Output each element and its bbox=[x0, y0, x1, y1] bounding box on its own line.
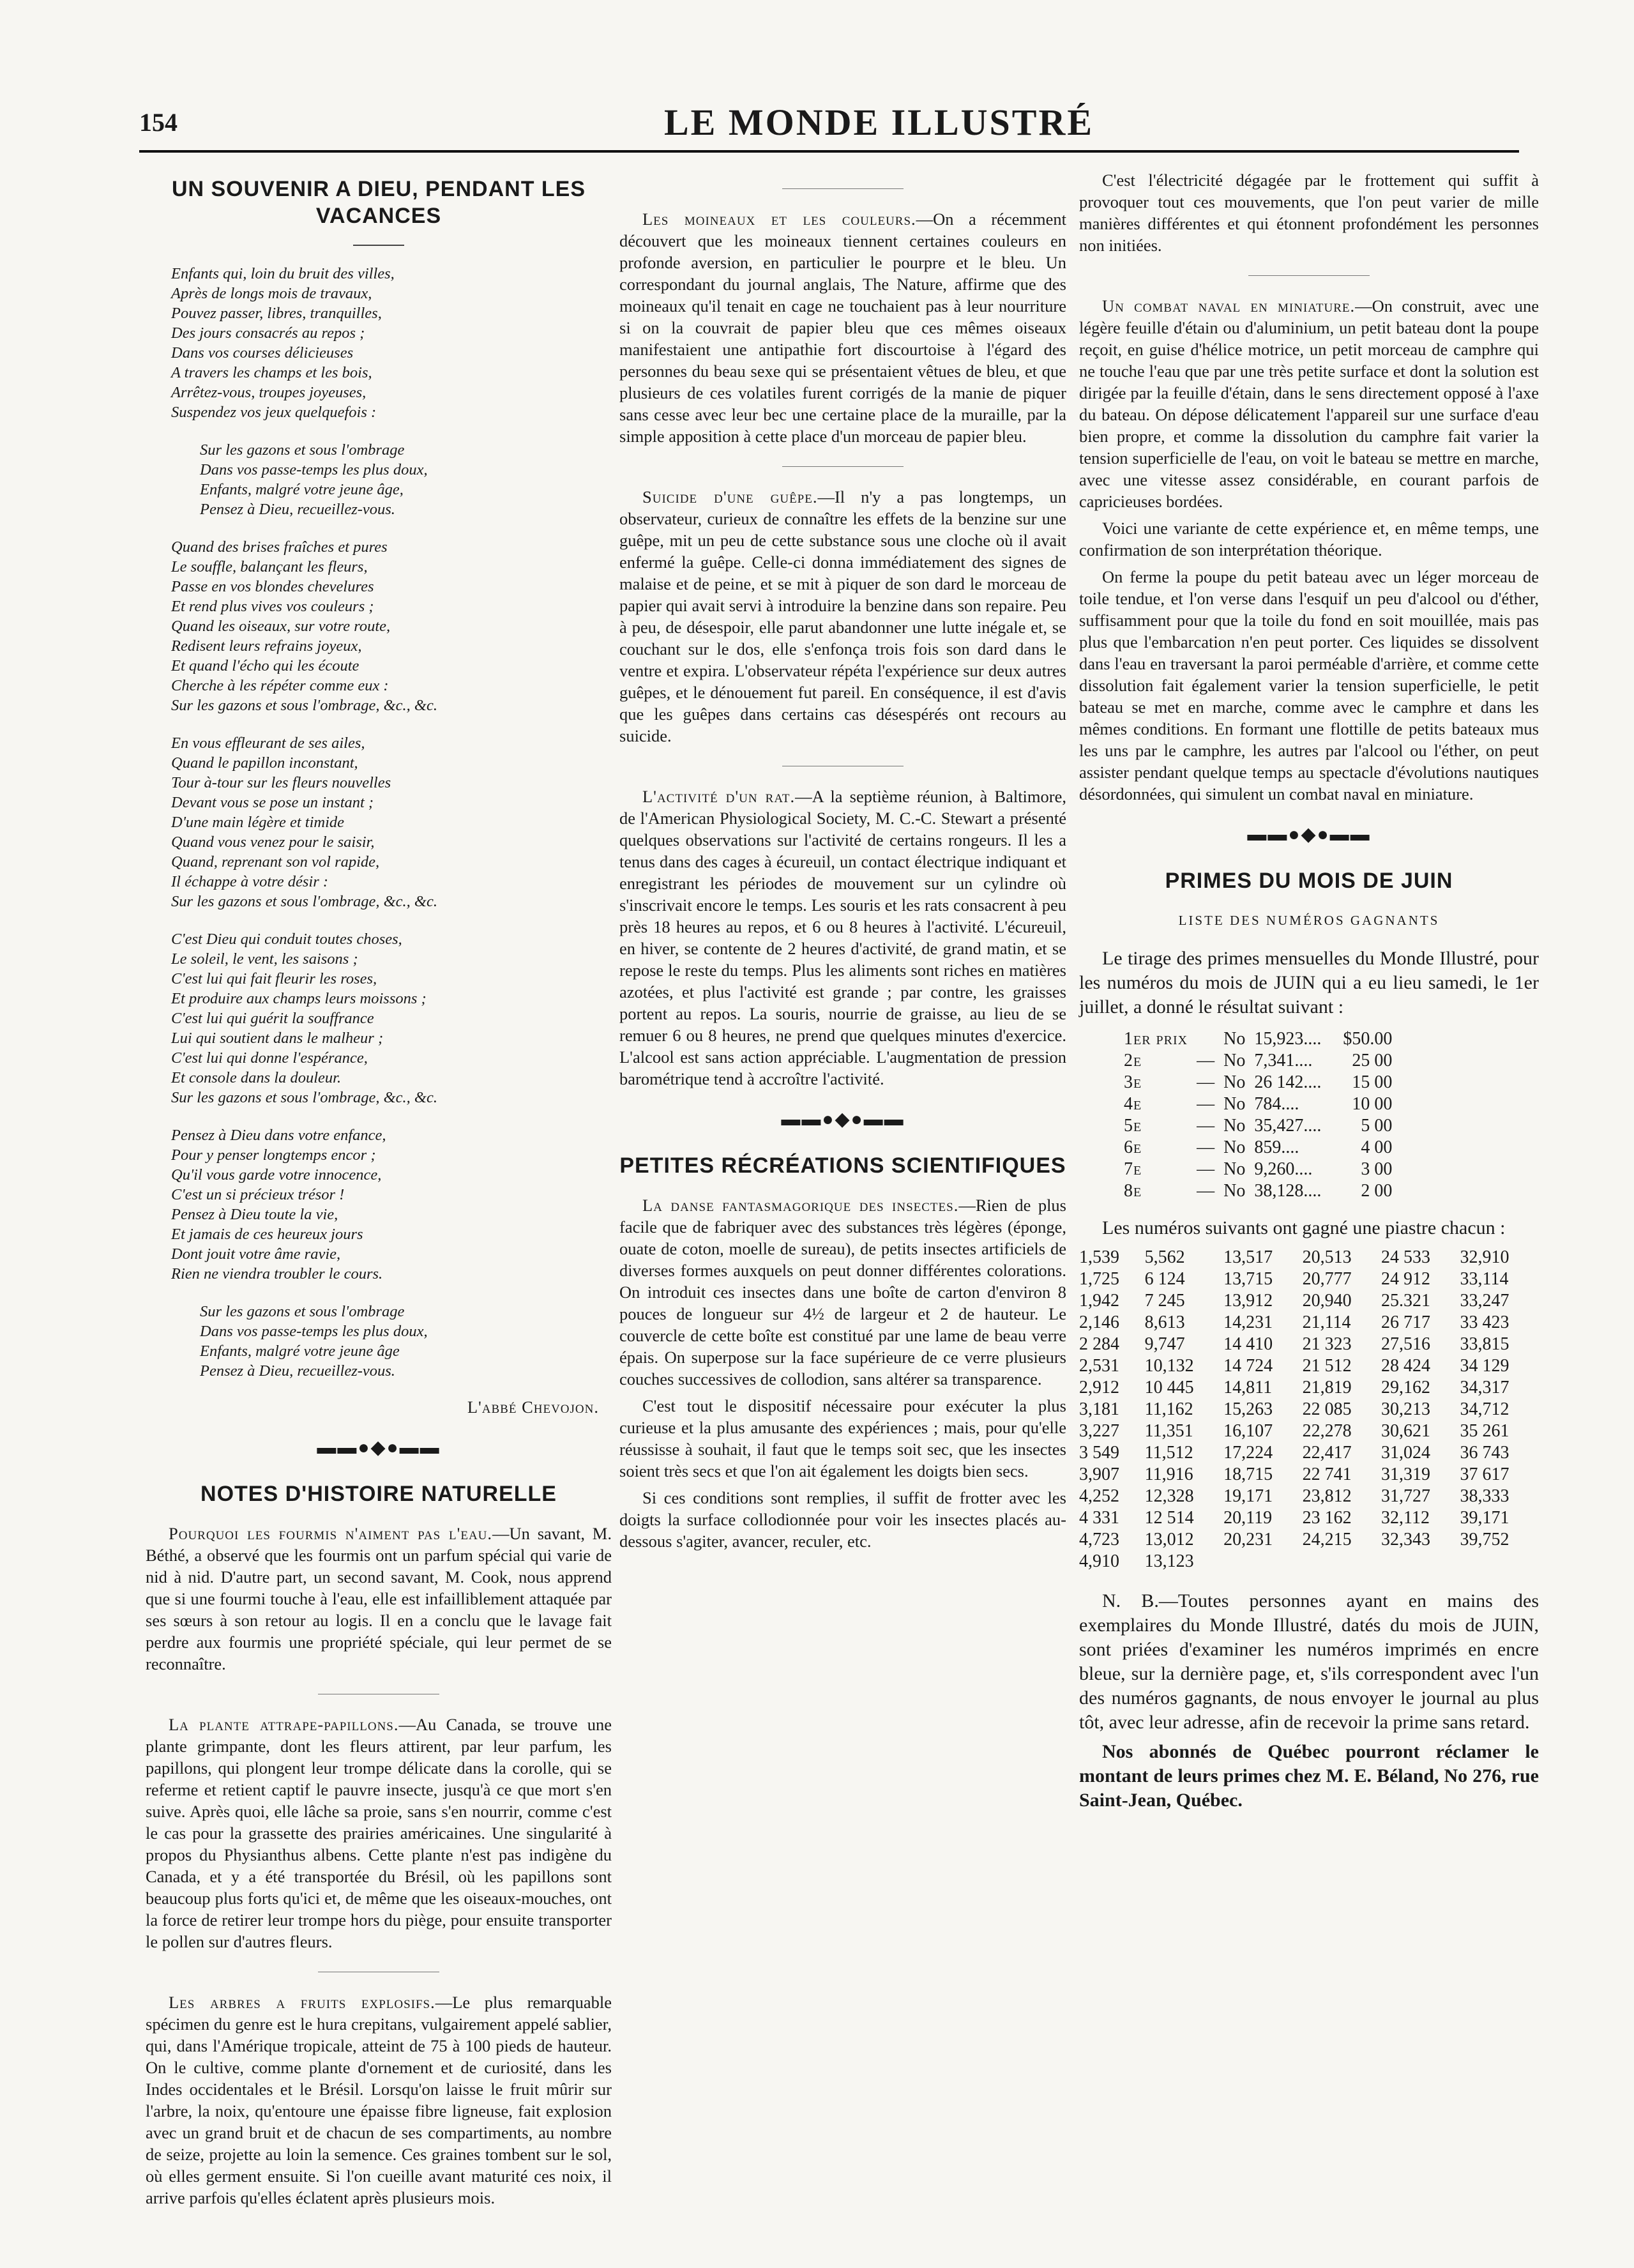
poem-line: Passe en vos blondes chevelures bbox=[171, 578, 374, 595]
prize-dash: — bbox=[1197, 1051, 1215, 1070]
recreations-paragraph bbox=[619, 1395, 1066, 1482]
winning-number: 22 085 bbox=[1302, 1399, 1352, 1419]
winning-number: 17,224 bbox=[1223, 1443, 1273, 1463]
numbers-row bbox=[1079, 1486, 1539, 1507]
column-2 bbox=[619, 169, 1066, 1557]
winning-number: 22 741 bbox=[1302, 1465, 1352, 1484]
poem-line: Rien ne viendra troubler le cours. bbox=[171, 1265, 383, 1282]
numbers-row bbox=[1079, 1507, 1539, 1529]
poem-line: Suspendez vos jeux quelquefois : bbox=[171, 404, 377, 421]
winning-number: 16,107 bbox=[1223, 1421, 1273, 1441]
prize-amount: $50.00 bbox=[1343, 1029, 1393, 1049]
winning-number: 34 129 bbox=[1460, 1356, 1509, 1376]
winning-number: 21 512 bbox=[1302, 1356, 1352, 1376]
poem-stanza bbox=[171, 537, 612, 715]
recreations-lead: La danse fantasmagorique des insectes. bbox=[642, 1196, 959, 1215]
winning-number: 10 445 bbox=[1144, 1378, 1194, 1397]
poem-line: Tour à-tour sur les fleurs nouvelles bbox=[171, 774, 391, 791]
winning-number: 7 245 bbox=[1144, 1291, 1185, 1311]
poem-line: Des jours consacrés au repos ; bbox=[171, 324, 365, 342]
poem-line: Et jamais de ces heureux jours bbox=[171, 1226, 363, 1243]
prize-number: 38,128.... bbox=[1254, 1181, 1322, 1201]
winning-number: 13,012 bbox=[1144, 1530, 1194, 1549]
recreations-title: PETITES RÉCRÉATIONS SCIENTIFIQUES bbox=[619, 1153, 1066, 1178]
prize-number: 784.... bbox=[1254, 1094, 1299, 1114]
winning-number: 6 124 bbox=[1144, 1269, 1185, 1289]
prize-no: No bbox=[1223, 1029, 1246, 1049]
numbers-row bbox=[1079, 1551, 1539, 1572]
primes-intro: Le tirage des primes mensuelles du Monde Illustré, pour les numéros du mois de JUIN qui a eu lieu samedi, le 1er juillet, a donné le résultat suivant : bbox=[1079, 948, 1539, 1017]
poem-line: Redisent leurs refrains joyeux, bbox=[171, 637, 362, 655]
piastre-text: Les numéros suivants ont gagné une piastre chacun : bbox=[1102, 1217, 1506, 1238]
page-number: 154 bbox=[139, 108, 178, 137]
prize-number: 7,341.... bbox=[1254, 1051, 1313, 1070]
prize-rank: 7e bbox=[1124, 1159, 1142, 1179]
notes-lead: Suicide d'une guêpe. bbox=[642, 487, 818, 506]
prize-number: 26 142.... bbox=[1254, 1072, 1322, 1092]
poem-line: Sur les gazons et sous l'ombrage bbox=[200, 1303, 405, 1320]
masthead: LE MONDE ILLUSTRÉ bbox=[664, 102, 1094, 143]
prize-no: No bbox=[1223, 1181, 1246, 1201]
winning-number: 20,231 bbox=[1223, 1530, 1273, 1549]
section-separator bbox=[782, 188, 904, 189]
notes-paragraph bbox=[619, 786, 1066, 1090]
poem-line: En vous effleurant de ses ailes, bbox=[171, 734, 365, 752]
header-rule bbox=[139, 150, 1519, 153]
poem-stanza bbox=[200, 440, 612, 519]
winning-number: 30,621 bbox=[1381, 1421, 1431, 1441]
notes-lead: Pourquoi les fourmis n'aiment pas l'eau. bbox=[169, 1524, 493, 1543]
winning-number: 18,715 bbox=[1223, 1465, 1273, 1484]
winning-number: 12 514 bbox=[1144, 1508, 1194, 1528]
poem-line: Quand, reprenant son vol rapide, bbox=[171, 853, 380, 871]
winning-number: 4,252 bbox=[1079, 1486, 1119, 1506]
poem-line: Sur les gazons et sous l'ombrage, &c., &c. bbox=[171, 1089, 437, 1106]
winning-number: 30,213 bbox=[1381, 1399, 1431, 1419]
winning-number: 1,942 bbox=[1079, 1291, 1119, 1311]
notes-lead: La plante attrape-papillons. bbox=[169, 1715, 399, 1734]
poem-line: Dans vos courses délicieuses bbox=[171, 344, 354, 362]
winning-number: 27,516 bbox=[1381, 1334, 1431, 1354]
poem-line: Il échappe à votre désir : bbox=[171, 873, 329, 890]
poem-line: Et rend plus vives vos couleurs ; bbox=[171, 598, 374, 615]
recreations-paragraph bbox=[1079, 169, 1539, 256]
poem-stanza bbox=[171, 929, 612, 1107]
winning-number: 39,171 bbox=[1460, 1508, 1509, 1528]
winning-number: 33 423 bbox=[1460, 1313, 1509, 1332]
winning-number: 33,247 bbox=[1460, 1291, 1509, 1311]
prize-no: No bbox=[1223, 1138, 1246, 1157]
numbers-row bbox=[1079, 1247, 1539, 1268]
winning-number: 2,146 bbox=[1079, 1313, 1119, 1332]
prize-dash: — bbox=[1197, 1094, 1215, 1114]
poem-line: Sur les gazons et sous l'ombrage bbox=[200, 441, 405, 459]
winning-number: 13,123 bbox=[1144, 1551, 1194, 1571]
primes-subtitle: LISTE DES NUMÉROS GAGNANTS bbox=[1178, 913, 1440, 928]
poem-line: Quand les oiseaux, sur votre route, bbox=[171, 618, 391, 635]
winning-number: 22,278 bbox=[1302, 1421, 1352, 1441]
prize-amount: 4 00 bbox=[1361, 1138, 1393, 1157]
winning-number: 38,333 bbox=[1460, 1486, 1509, 1506]
poem-body bbox=[146, 264, 612, 1381]
winning-number: 14,231 bbox=[1223, 1313, 1273, 1332]
poem-line: Pour y penser longtemps encor ; bbox=[171, 1146, 376, 1164]
notes-body-part-1 bbox=[146, 1523, 612, 2209]
winning-number bbox=[1303, 1551, 1381, 1572]
notes-text: —Au Canada, se trouve une plante grimpante, dont les fleurs attirent, par leur parfum, les papillons, qui plongent leur trompe délicate dans la corolle, qui se referme et retient captif le pauvre insecte, jusqu'à ce que mort s'en suive. Après quoi, elle lâche sa proie, sans s'en nourrir, comme c'est le cas pour la grassette des prairies américaines. Une singularité à propos du Physianthus albens. Cette plante n'est pas indigène du Canada, et y a été transportée du Brésil, où les papillons sont beaucoup plus forts qu'ici et, de même que les oiseaux-mouches, ont la force de retirer leur trompe hors du piège, pour ensuite transporter le pollen sur d'autres fleurs. bbox=[146, 1715, 612, 1951]
winning-number: 14 410 bbox=[1223, 1334, 1273, 1354]
winning-number: 24 912 bbox=[1381, 1269, 1431, 1289]
winning-number: 24 533 bbox=[1381, 1247, 1431, 1267]
winning-number: 2,531 bbox=[1079, 1356, 1119, 1376]
winning-number: 11,162 bbox=[1144, 1399, 1193, 1419]
notes-paragraph bbox=[619, 208, 1066, 447]
prize-row bbox=[1124, 1093, 1401, 1115]
winning-numbers-table bbox=[1079, 1247, 1539, 1572]
poem-line: D'une main légère et timide bbox=[171, 814, 345, 831]
notes-lead: L'activité d'un rat. bbox=[642, 787, 796, 806]
numbers-row bbox=[1079, 1399, 1539, 1420]
prize-dash bbox=[1197, 1028, 1223, 1050]
poem-line: Arrêtez-vous, troupes joyeuses, bbox=[171, 384, 367, 401]
winning-number: 4,910 bbox=[1079, 1551, 1119, 1571]
numbers-row bbox=[1079, 1464, 1539, 1486]
ornament: ▬▬●◆●▬▬ bbox=[1247, 824, 1371, 845]
poem-line: C'est Dieu qui conduit toutes choses, bbox=[171, 931, 402, 948]
winning-number: 13,715 bbox=[1223, 1269, 1273, 1289]
prize-rank: 8e bbox=[1124, 1181, 1142, 1201]
prize-no: No bbox=[1223, 1051, 1246, 1070]
winning-number: 35 261 bbox=[1460, 1421, 1509, 1441]
poem-line: C'est lui qui fait fleurir les roses, bbox=[171, 970, 377, 987]
poem-line: Après de longs mois de travaux, bbox=[171, 285, 372, 302]
poem-line: C'est un si précieux trésor ! bbox=[171, 1186, 345, 1203]
winning-number: 3,907 bbox=[1079, 1465, 1119, 1484]
numbers-row bbox=[1079, 1355, 1539, 1377]
recreations-text: Voici une variante de cette expérience et, en même temps, une confirmation de son interprétation théorique. bbox=[1079, 519, 1539, 559]
prize-row bbox=[1124, 1137, 1401, 1159]
prize-dash: — bbox=[1197, 1159, 1215, 1179]
notes-paragraph bbox=[146, 1991, 612, 2209]
prize-amount: 15 00 bbox=[1352, 1072, 1393, 1092]
winning-number: 23 162 bbox=[1302, 1508, 1352, 1528]
poem-stanza bbox=[171, 733, 612, 911]
poem-line: Quand vous venez pour le saisir, bbox=[171, 833, 375, 851]
numbers-row bbox=[1079, 1377, 1539, 1399]
winning-number: 32,112 bbox=[1381, 1508, 1430, 1528]
prize-no: No bbox=[1223, 1094, 1246, 1114]
winning-number: 25.321 bbox=[1381, 1291, 1431, 1311]
recreations-paragraph bbox=[1079, 295, 1539, 512]
winning-number: 36 743 bbox=[1460, 1443, 1509, 1463]
prize-amount: 5 00 bbox=[1361, 1116, 1393, 1136]
recreations-text: —Rien de plus facile que de fabriquer avec des substances très légères (éponge, ouate de coton, moelle de sureau), de petits insectes artificiels de diverses formes auxquels on peut donner différentes colorations. On introduit ces insectes dans une boîte de carton d'environ 8 pouces de longueur sur 4½ de largeur et 2 de hauteur. Le couvercle de cette boîte est constitué par une lame de beau verre épais. On superpose sur la face supérieure de ce verre plusieurs couches successives de collodion, sans altérer sa transparence. bbox=[619, 1196, 1066, 1389]
recreations-text: —On construit, avec une légère feuille d'étain ou d'aluminium, un petit bateau dont la poupe reçoit, en guise d'hélice motrice, un petit morceau de camphre qui ne touche l'eau que par une très petite surface et dont la solution est dirigée par la feuille d'étain, dans le sens directement opposé à l'axe du bateau. On dépose délicatement l'appareil sur une surface d'eau bien propre, et comme la dissolution du camphre fait varier la tension superficielle de l'eau, on voit le bateau se mettre en marche, avec une vitesse assez considérable, en courant parfois de capricieuses bordées. bbox=[1079, 296, 1539, 511]
section-separator bbox=[1248, 275, 1370, 276]
winning-number: 13,912 bbox=[1223, 1291, 1273, 1311]
poem-line: Qu'il vous garde votre innocence, bbox=[171, 1166, 382, 1183]
numbers-row bbox=[1079, 1420, 1539, 1442]
primes-title: PRIMES DU MOIS DE JUIN bbox=[1165, 869, 1453, 893]
poem-line: Pensez à Dieu, recueillez-vous. bbox=[200, 1362, 395, 1380]
notes-lead: Les arbres a fruits explosifs. bbox=[169, 1993, 435, 2012]
prize-rank: 1er prix bbox=[1124, 1029, 1188, 1049]
recreations-text: C'est tout le dispositif nécessaire pour exécuter la plus curieuse et la plus amusante des expériences ; mais, pour qu'elle réussisse à souhait, il faut que le temps soit sec, que les insectes soient très secs et que l'on ait également les doigts bien secs. bbox=[619, 1396, 1066, 1480]
notes-text: —Il n'y a pas longtemps, un observateur, curieux de connaître les effets de la benzine sur une guêpe, mit un peu de cette substance sous une cloche où il avait enfermé la guêpe. Celle-ci donna immédiatement des signes de malaise et de peine, et se mit à piquer de son dard le morceau de papier qui avait servi à introduire la benzine dans son repaire. Peu à peu, de désespoir, elle parut abandonner une lutte inégale et, se couchant sur le dos, elle s'enfonça trois fois son dard dans le ventre et expira. L'observateur répéta l'expérience sur deux autres guêpes, et le dénouement fut pareil. En conséquence, il est d'avis que les guêpes dans certains cas désespérés ont recours au suicide. bbox=[619, 487, 1066, 745]
column-3 bbox=[1079, 169, 1539, 1818]
winning-number: 10,132 bbox=[1144, 1356, 1194, 1376]
prize-amount: 25 00 bbox=[1352, 1051, 1393, 1070]
prize-row bbox=[1124, 1050, 1401, 1072]
winning-number: 14 724 bbox=[1223, 1356, 1273, 1376]
prize-amount: 2 00 bbox=[1361, 1181, 1393, 1201]
poem-line: Et produire aux champs leurs moissons ; bbox=[171, 990, 427, 1007]
recreations-paragraph bbox=[1079, 517, 1539, 561]
poem-line: Et console dans la douleur. bbox=[171, 1069, 342, 1086]
winning-number: 2,912 bbox=[1079, 1378, 1119, 1397]
winning-number: 24,215 bbox=[1302, 1530, 1352, 1549]
column-1 bbox=[146, 169, 612, 2214]
winning-number: 31,727 bbox=[1381, 1486, 1431, 1506]
poem-stanza bbox=[171, 1125, 612, 1284]
winning-number: 20,513 bbox=[1302, 1247, 1352, 1267]
prize-rank: 6e bbox=[1124, 1138, 1142, 1157]
winning-number: 9,747 bbox=[1144, 1334, 1185, 1354]
winning-number: 3,227 bbox=[1079, 1421, 1119, 1441]
winning-number: 33,114 bbox=[1460, 1269, 1509, 1289]
notes-paragraph bbox=[146, 1523, 612, 1675]
poem-line: Lui qui soutient dans le malheur ; bbox=[171, 1030, 384, 1047]
recreations-paragraph bbox=[619, 1487, 1066, 1552]
prize-row bbox=[1124, 1072, 1401, 1093]
winning-number: 1,725 bbox=[1079, 1269, 1119, 1289]
poem-line: C'est lui qui guérit la souffrance bbox=[171, 1010, 374, 1027]
prize-row bbox=[1124, 1159, 1401, 1180]
winning-number: 31,319 bbox=[1381, 1465, 1431, 1484]
poem-line: A travers les champs et les bois, bbox=[171, 364, 372, 381]
numbers-row bbox=[1079, 1312, 1539, 1334]
poem-line: Pensez à Dieu dans votre enfance, bbox=[171, 1127, 386, 1144]
prize-dash: — bbox=[1197, 1072, 1215, 1092]
winning-number: 20,777 bbox=[1302, 1269, 1352, 1289]
poem-line: C'est lui qui donne l'espérance, bbox=[171, 1049, 368, 1067]
poem-stanza bbox=[200, 1302, 612, 1381]
winning-number: 23,812 bbox=[1302, 1486, 1352, 1506]
notes-paragraph bbox=[146, 1714, 612, 1952]
prize-rank: 3e bbox=[1124, 1072, 1142, 1092]
recreations-body-part-2 bbox=[1079, 169, 1539, 805]
prize-no: No bbox=[1223, 1159, 1246, 1179]
title-rule bbox=[353, 245, 404, 246]
winning-number: 20,940 bbox=[1302, 1291, 1352, 1311]
prize-number: 9,260.... bbox=[1254, 1159, 1313, 1179]
numbers-row bbox=[1079, 1334, 1539, 1355]
winning-number: 39,752 bbox=[1460, 1530, 1509, 1549]
poem-line: Sur les gazons et sous l'ombrage, &c., &c. bbox=[171, 697, 437, 714]
poem-line: Cherche à les répéter comme eux : bbox=[171, 677, 389, 694]
poem-line: Et quand l'écho qui les écoute bbox=[171, 657, 359, 674]
winning-number: 1,539 bbox=[1079, 1247, 1119, 1267]
notes-text: —Un savant, M. Béthé, a observé que les fourmis ont un parfum spécial qui varie de nid à nid. D'autre part, un second savant, M. Cook, nous apprend que si une fourmi touche à l'eau, elle est infailliblement attaquée par ses sœurs à son retour au logis. Il en a conclu que le lavage fait perdre aux fourmis une propriété spéciale, qui leur permet de se reconnaître. bbox=[146, 1524, 612, 1673]
prize-table bbox=[1124, 1028, 1401, 1202]
winning-number: 11,351 bbox=[1144, 1421, 1193, 1441]
winning-number: 4,723 bbox=[1079, 1530, 1119, 1549]
section-separator bbox=[782, 466, 904, 467]
prize-no: No bbox=[1223, 1116, 1246, 1136]
numbers-row bbox=[1079, 1529, 1539, 1551]
poem-stanza bbox=[171, 264, 612, 422]
recreations-text: Si ces conditions sont remplies, il suffit de frotter avec les doigts la surface collodionnée pour voir les insectes placés au-dessous s'agiter, avancer, reculer, etc. bbox=[619, 1488, 1066, 1551]
winning-number: 28 424 bbox=[1381, 1356, 1431, 1376]
poem-line: Enfants, malgré votre jeune âge bbox=[200, 1343, 400, 1360]
prize-dash: — bbox=[1197, 1116, 1215, 1136]
poem-line: Le soleil, le vent, les saisons ; bbox=[171, 950, 358, 968]
notes-text: —Le plus remarquable spécimen du genre est le hura crepitans, vulgairement appelé sablier, qui, dans l'Amérique tropicale, atteint de 75 à 100 pieds de hauteur. On le cultive, comme plante d'ornement et de curiosité, dans les Indes occidentales et le Brésil. Lorsqu'on laisse le fruit mûrir sur l'arbre, la noix, qu'entoure une épaisse fibre ligneuse, fait explosion avec un grand bruit et de chacun de ses compartiments, au nombre de seize, projette au loin la semence. Ces graines tombent sur le sol, où elles germent ensuite. Si l'on cueille avant maturité ces noix, il arrive parfois qu'elles éclatent après plusieurs mois. bbox=[146, 1993, 612, 2207]
poem-line: Le souffle, balançant les fleurs, bbox=[171, 558, 368, 575]
ornament: ▬▬●◆●▬▬ bbox=[317, 1437, 441, 1458]
prize-row bbox=[1124, 1115, 1401, 1137]
winning-number bbox=[1460, 1551, 1539, 1572]
poem-title: UN SOUVENIR A DIEU, PENDANT LES VACANCES bbox=[171, 177, 586, 228]
winning-number: 29,162 bbox=[1381, 1378, 1431, 1397]
prize-number: 859.... bbox=[1254, 1138, 1299, 1157]
poem-line: Enfants, malgré votre jeune âge, bbox=[200, 481, 404, 498]
winning-number: 4 331 bbox=[1079, 1508, 1119, 1528]
poem-line: Dont jouit votre âme ravie, bbox=[171, 1245, 341, 1263]
prize-no: No bbox=[1223, 1072, 1246, 1092]
winning-number: 34,712 bbox=[1460, 1399, 1509, 1419]
poem-line: Devant vous se pose un instant ; bbox=[171, 794, 374, 811]
prize-number: 15,923.... bbox=[1254, 1029, 1322, 1049]
winning-number bbox=[1381, 1551, 1460, 1572]
winning-number: 21,114 bbox=[1302, 1313, 1351, 1332]
poem-line: Enfants qui, loin du bruit des villes, bbox=[171, 265, 395, 282]
nb-note: N. B.—Toutes personnes ayant en mains des exemplaires du Monde Illustré, datés du mois de JUIN, sont priées d'examiner les numéros imprimés en encre bleue, sur la dernière page, et, s'ils correspondent avec l'un des numéros gagnants, de nous envoyer le journal au plus tôt, avec leur adresse, afin de recevoir la prime sans retard. bbox=[1079, 1590, 1539, 1733]
recreations-body-part-1 bbox=[619, 1194, 1066, 1552]
poem-line: Quand des brises fraîches et pures bbox=[171, 538, 388, 556]
poem-line: Pouvez passer, libres, tranquilles, bbox=[171, 305, 382, 322]
winning-number: 34,317 bbox=[1460, 1378, 1509, 1397]
winning-number: 8,613 bbox=[1144, 1313, 1185, 1332]
prize-amount: 10 00 bbox=[1352, 1094, 1393, 1114]
recreations-text: C'est l'électricité dégagée par le frottement qui suffit à provoquer tout ces mouvements, que l'on peut varier de mille manières différentes et qui étonnent profondément les personnes non initiées. bbox=[1079, 171, 1539, 255]
winning-number: 13,517 bbox=[1223, 1247, 1273, 1267]
notes-paragraph bbox=[619, 486, 1066, 747]
poem-line: Pensez à Dieu toute la vie, bbox=[171, 1206, 338, 1223]
winning-number: 26 717 bbox=[1381, 1313, 1431, 1332]
winning-number: 19,171 bbox=[1223, 1486, 1273, 1506]
recreations-text: On ferme la poupe du petit bateau avec un léger morceau de toile tendue, et l'on verse dans l'esquif un peu d'alcool ou d'éther, suffisamment pour que la toile du fond en soit mouillée, mais pas plus que l'embarcation n'en peut porter. Ces liquides se dissolvent dans l'eau en traversant la paroi perméable d'arrière, et comme cette dissolution fait également varier la tension superficielle, le petit bateau se met en marche, comme avec le camphre et dans les mêmes conditions. En formant une flottille de petits bateaux mus les uns par le camphre, les autres par l'alcool ou l'éther, on peut assister pendant quelque temps au spectacle d'évolutions nautiques désordonnées, qui simulent un combat naval en miniature. bbox=[1079, 567, 1539, 803]
winning-number: 33,815 bbox=[1460, 1334, 1509, 1354]
numbers-row bbox=[1079, 1268, 1539, 1290]
prize-row bbox=[1124, 1180, 1401, 1202]
winning-number: 31,024 bbox=[1381, 1443, 1431, 1463]
prize-dash: — bbox=[1197, 1138, 1215, 1157]
poem-line: Quand le papillon inconstant, bbox=[171, 754, 358, 772]
winning-number: 2 284 bbox=[1079, 1334, 1119, 1354]
poem-line: Pensez à Dieu, recueillez-vous. bbox=[200, 501, 395, 518]
prize-amount: 3 00 bbox=[1361, 1159, 1393, 1179]
winning-number bbox=[1223, 1551, 1302, 1572]
prize-row bbox=[1124, 1028, 1401, 1050]
prize-number: 35,427.... bbox=[1254, 1116, 1322, 1136]
notes-lead: Les moineaux et les couleurs. bbox=[642, 209, 916, 229]
poem-line: Dans vos passe-temps les plus doux, bbox=[200, 1323, 428, 1340]
ornament: ▬▬●◆●▬▬ bbox=[781, 1109, 905, 1130]
notes-title: NOTES D'HISTOIRE NATURELLE bbox=[200, 1482, 557, 1506]
winning-number: 5,562 bbox=[1144, 1247, 1185, 1267]
poem-line: Dans vos passe-temps les plus doux, bbox=[200, 461, 428, 478]
winning-number: 32,343 bbox=[1381, 1530, 1431, 1549]
winning-number: 11,512 bbox=[1144, 1443, 1193, 1463]
winning-number: 14,811 bbox=[1223, 1378, 1273, 1397]
prize-dash: — bbox=[1197, 1181, 1215, 1201]
poem-signature: L'abbé Chevojon. bbox=[467, 1397, 599, 1417]
notes-text: —A la septième réunion, à Baltimore, de l'American Physiological Society, M. C.-C. Stewart a présenté quelques observations sur l'activité de certains rongeurs. Il les a tenus dans des cages à écureuil, un contact électrique indiquant et enregistrant les périodes de mouvement sur un cylindre où s'inscrivait encore le temps. Les souris et les rats consacrent à peu près 18 heures au repos, et 6 ou 8 heures à l'activité. L'écureuil, en hiver, se contente de 2 heures d'activité, de grand matin, et se repose le reste du temps. Plus les aliments sont riches en matières azotées, et plus l'activité est grande ; par contre, les graisses portent au repos. La souris, nourrie de graisse, au lieu de se remuer 6 ou 8 heures, ne prend que quelques minutes d'exercice. L'alcool est sans action appréciable. L'augmentation de pression barométrique tend à accroître l'activité. bbox=[619, 787, 1066, 1088]
prize-rank: 5e bbox=[1124, 1116, 1142, 1136]
winning-number: 3 549 bbox=[1079, 1443, 1119, 1463]
winning-number: 32,910 bbox=[1460, 1247, 1509, 1267]
prize-rank: 4e bbox=[1124, 1094, 1142, 1114]
winning-number: 15,263 bbox=[1223, 1399, 1273, 1419]
recreations-paragraph bbox=[1079, 566, 1539, 805]
recreations-paragraph bbox=[619, 1194, 1066, 1390]
numbers-row bbox=[1079, 1290, 1539, 1312]
winning-number: 37 617 bbox=[1460, 1465, 1509, 1484]
winning-number: 21 323 bbox=[1302, 1334, 1352, 1354]
winning-number: 12,328 bbox=[1144, 1486, 1194, 1506]
numbers-row bbox=[1079, 1442, 1539, 1464]
winning-number: 21,819 bbox=[1302, 1378, 1352, 1397]
winning-number: 20,119 bbox=[1223, 1508, 1273, 1528]
quebec-note: Nos abonnés de Québec pourront réclamer le montant de leurs primes chez M. E. Béland, No 276, rue Saint-Jean, Québec. bbox=[1079, 1741, 1539, 1811]
winning-number: 22,417 bbox=[1302, 1443, 1352, 1463]
notes-body-part-2 bbox=[619, 188, 1066, 1090]
prize-rank: 2e bbox=[1124, 1051, 1142, 1070]
poem-line: Sur les gazons et sous l'ombrage, &c., &c. bbox=[171, 893, 437, 910]
winning-number: 11,916 bbox=[1144, 1465, 1193, 1484]
notes-text: —On a récemment découvert que les moineaux tiennent certaines couleurs en profonde aversion, en particulier le pourpre et le bleu. Un correspondant du journal anglais, The Nature, affirme que des moineaux qu'il tenait en cage ne touchaient pas à leur nourriture si on la couvrait de papier bleu que ces mêmes oiseaux manifestaient une antipathie fort discourtoise à l'égard des personnes du beau sexe qui se présentaient vêtues de bleu, et que plusieurs de ces volatiles furent corrigés de la manie de piquer sans cesse avec leur bec une certaine place de la muraille, par la simple apposition à cette place d'un morceau de papier bleu. bbox=[619, 209, 1066, 446]
recreations-lead: Un combat naval en miniature. bbox=[1102, 296, 1356, 316]
winning-number: 3,181 bbox=[1079, 1399, 1119, 1419]
